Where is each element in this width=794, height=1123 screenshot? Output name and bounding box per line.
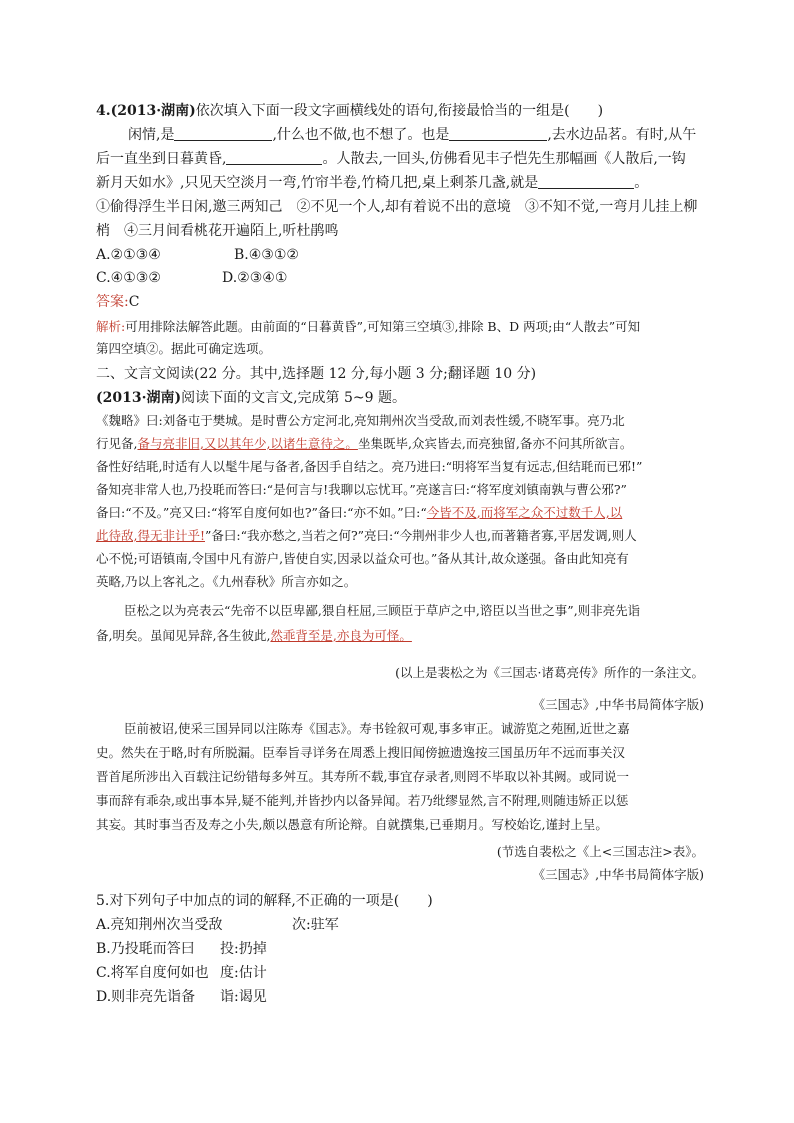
q4-stem-line xyxy=(96,101,603,121)
q4-option-d: D.②③④① xyxy=(222,270,288,286)
q5-option-b-explanation: 投:扔掉 xyxy=(220,941,267,957)
q4-text: 后一直坐到日暮黄昏, xyxy=(96,151,227,167)
q5-option-a-sentence: A.亮知荆州次当受敌 xyxy=(96,917,223,933)
q5-option-c xyxy=(96,963,267,983)
q4-text: ,去水边品茗。有时,从午 xyxy=(547,127,697,143)
q5-option-c-sentence: C.将军自度何如也 xyxy=(96,965,209,981)
passage-text: 备曰:“不及。”亮又曰:“将军自度何如也?”备曰:“亦不如。”曰:“ xyxy=(96,505,427,520)
passage-text: 行见备, xyxy=(96,436,138,451)
q5-option-d-explanation: 诣:谒见 xyxy=(220,989,267,1005)
q5-option-d-sentence: D.则非亮先诣备 xyxy=(96,989,196,1005)
section-instructions xyxy=(96,388,406,408)
q5-stem: 5.对下列句子中加点的词的解释,不正确的一项是( ) xyxy=(96,893,433,909)
memorial-line: 其妄。其时事当否及寿之小失,颇以愚意有所论辩。自就撰集,已垂期月。写校始讫,谨封上呈。 xyxy=(96,817,608,832)
memorial-line: 事而辞有乖杂,或出事本异,疑不能判,并皆抄内以备异闻。若乃纰缪显然,言不附理,则随违矫正以惩 xyxy=(96,793,629,808)
q4-stem: 依次填入下面一段文字画横线处的语句,衔接最恰当的一组是( ) xyxy=(195,103,604,119)
memorial-line: 臣前被诏,使采三国异同以注陈寿《国志》。寿书铨叙可观,事多审正。诚游览之苑囿,近世之嘉 xyxy=(124,721,630,736)
q4-number: 4. xyxy=(96,103,111,119)
passage-text: 坐集既毕,众宾皆去,而亮独留,备亦不问其所欲言。 xyxy=(357,436,633,451)
analysis-label: 解析: xyxy=(96,319,126,334)
q4-text: 新月天如水》,只见天空淡月一弯,竹帘半卷,竹椅几把,桌上剩茶几盏,就是 xyxy=(96,175,539,191)
section-title: 二、文言文阅读(22 分。其中,选择题 12 分,每小题 3 分;翻译题 10 分) xyxy=(96,366,537,382)
q4-items-line-2: 梢 ④三月间看桃花开遍陌上,听杜鹃鸣 xyxy=(96,223,339,239)
q4-answer xyxy=(96,292,139,312)
q5-option-b-sentence: B.乃投毦而答曰 xyxy=(96,941,195,957)
q5-option-a xyxy=(96,915,339,935)
source-note: (以上是裴松之为《三国志·诸葛亮传》所作的一条注文。 xyxy=(395,665,704,680)
translation-sentence-3: 然乖背至是,亦良为可怪。 xyxy=(270,628,412,643)
q4-passage-line-3 xyxy=(96,173,648,193)
answer-label: 答案: xyxy=(96,294,129,310)
instr-source: (2013·湖南) xyxy=(96,390,182,406)
memorial-line: 史。然失在于略,时有所脱漏。臣奉旨寻详务在周悉上搜旧闻傍摭遗逸按三国虽历年不远而事关汉 xyxy=(96,745,625,760)
passage-line: 《魏略》曰:刘备屯于樊城。是时曹公方定河北,亮知荆州次当受敌,而刘表性缓,不晓军事。亮乃北 xyxy=(96,413,625,428)
passage-text: ”备曰:“我亦愁之,当若之何?”亮曰:“今荆州非少人也,而著籍者寡,平居发调,则人 xyxy=(205,528,637,543)
translation-sentence-1: 备与亮非旧,又以其年少,以诸生意待之。 xyxy=(137,436,358,451)
answer-blank-4 xyxy=(538,174,634,189)
q4-passage-line-2 xyxy=(96,149,686,169)
passage-line: 臣松之以为亮表云“先帝不以臣卑鄙,猥自枉屈,三顾臣于草庐之中,谘臣以当世之事”,则非亮先诣 xyxy=(124,603,641,618)
q4-items-line-1: ①偷得浮生半日闲,邀三两知己 ②不见一个人,却有着说不出的意境 ③不知不觉,一弯月儿挂上柳 xyxy=(96,199,698,215)
q4-text: 闲情,是 xyxy=(128,127,175,143)
q4-option-a: A.②①③④ xyxy=(96,247,161,263)
q4-text: ,什么也不做,也不想了。也是 xyxy=(272,127,450,143)
answer-blank-2 xyxy=(449,126,547,141)
q4-analysis-line-1 xyxy=(96,318,640,336)
q4-options-row-2 xyxy=(96,268,287,288)
q4-source: (2013·湖南) xyxy=(110,103,196,119)
q5-option-b xyxy=(96,939,267,959)
q4-passage-line-1 xyxy=(128,125,696,145)
answer-blank-1 xyxy=(174,126,272,141)
passage-line: 英略,乃以上客礼之。《九州春秋》所言亦如之。 xyxy=(96,574,357,589)
passage-line: 心不悦;可语镇南,令国中凡有游户,皆使自实,因录以益众可也。”备从其计,故众遂强。备由此知亮有 xyxy=(96,551,629,566)
answer-blank-3 xyxy=(226,150,322,165)
q4-option-b: B.④③①② xyxy=(234,247,299,263)
passage-line xyxy=(96,504,622,522)
passage-line: 备性好结毦,时适有人以髦牛尾与备者,备因手自结之。亮乃进曰:“明将军当复有远志,但结毦而已邪!” xyxy=(96,459,643,474)
translation-sentence-2: 今皆不及,而将军之众不过数千人,以 xyxy=(426,505,623,520)
memorial-line: 晋首尾所涉出入百载注记纷错每多舛互。其寿所不载,事宜存录者,则罔不毕取以补其阙。或同说一 xyxy=(96,769,629,784)
q5-option-a-explanation: 次:驻军 xyxy=(292,917,339,933)
source-note: (节选自裴松之《上<三国志注>表》。 xyxy=(496,844,704,859)
passage-text: 备,明矣。虽闻见异辞,各生彼此, xyxy=(96,628,271,643)
source-note: 《三国志》,中华书局简体字版) xyxy=(532,697,704,712)
passage-line: 备知亮非常人也,乃投毦而答曰:“是何言与!我聊以忘忧耳。”亮遂言曰:“将军度刘镇南孰与曹公邪?” xyxy=(96,482,627,497)
passage-line xyxy=(96,627,412,645)
q5-option-d xyxy=(96,987,267,1007)
passage-line xyxy=(96,435,632,453)
q4-option-c: C.④①③② xyxy=(96,270,161,286)
translation-sentence-2-end: 此待敌,得无非计乎! xyxy=(96,528,205,543)
instr-text: 阅读下面的文言文,完成第 5~9 题。 xyxy=(181,390,406,406)
analysis-text: 可用排除法解答此题。由前面的“日暮黄昏”,可知第三空填③,排除 B、D 两项;由“人散去”可知 xyxy=(125,319,641,334)
q5-option-c-explanation: 度:估计 xyxy=(220,965,267,981)
passage-line xyxy=(96,527,637,545)
answer-value: C xyxy=(128,294,140,310)
q4-analysis-line-2: 第四空填②。据此可确定选项。 xyxy=(96,341,272,356)
q4-options-row-1 xyxy=(96,245,299,265)
q4-text: 。人散去,一回头,仿佛看见丰子恺先生那幅画《人散后,一钩 xyxy=(322,151,686,167)
q4-text: 。 xyxy=(634,175,649,191)
source-note: 《三国志》,中华书局简体字版) xyxy=(532,867,704,882)
